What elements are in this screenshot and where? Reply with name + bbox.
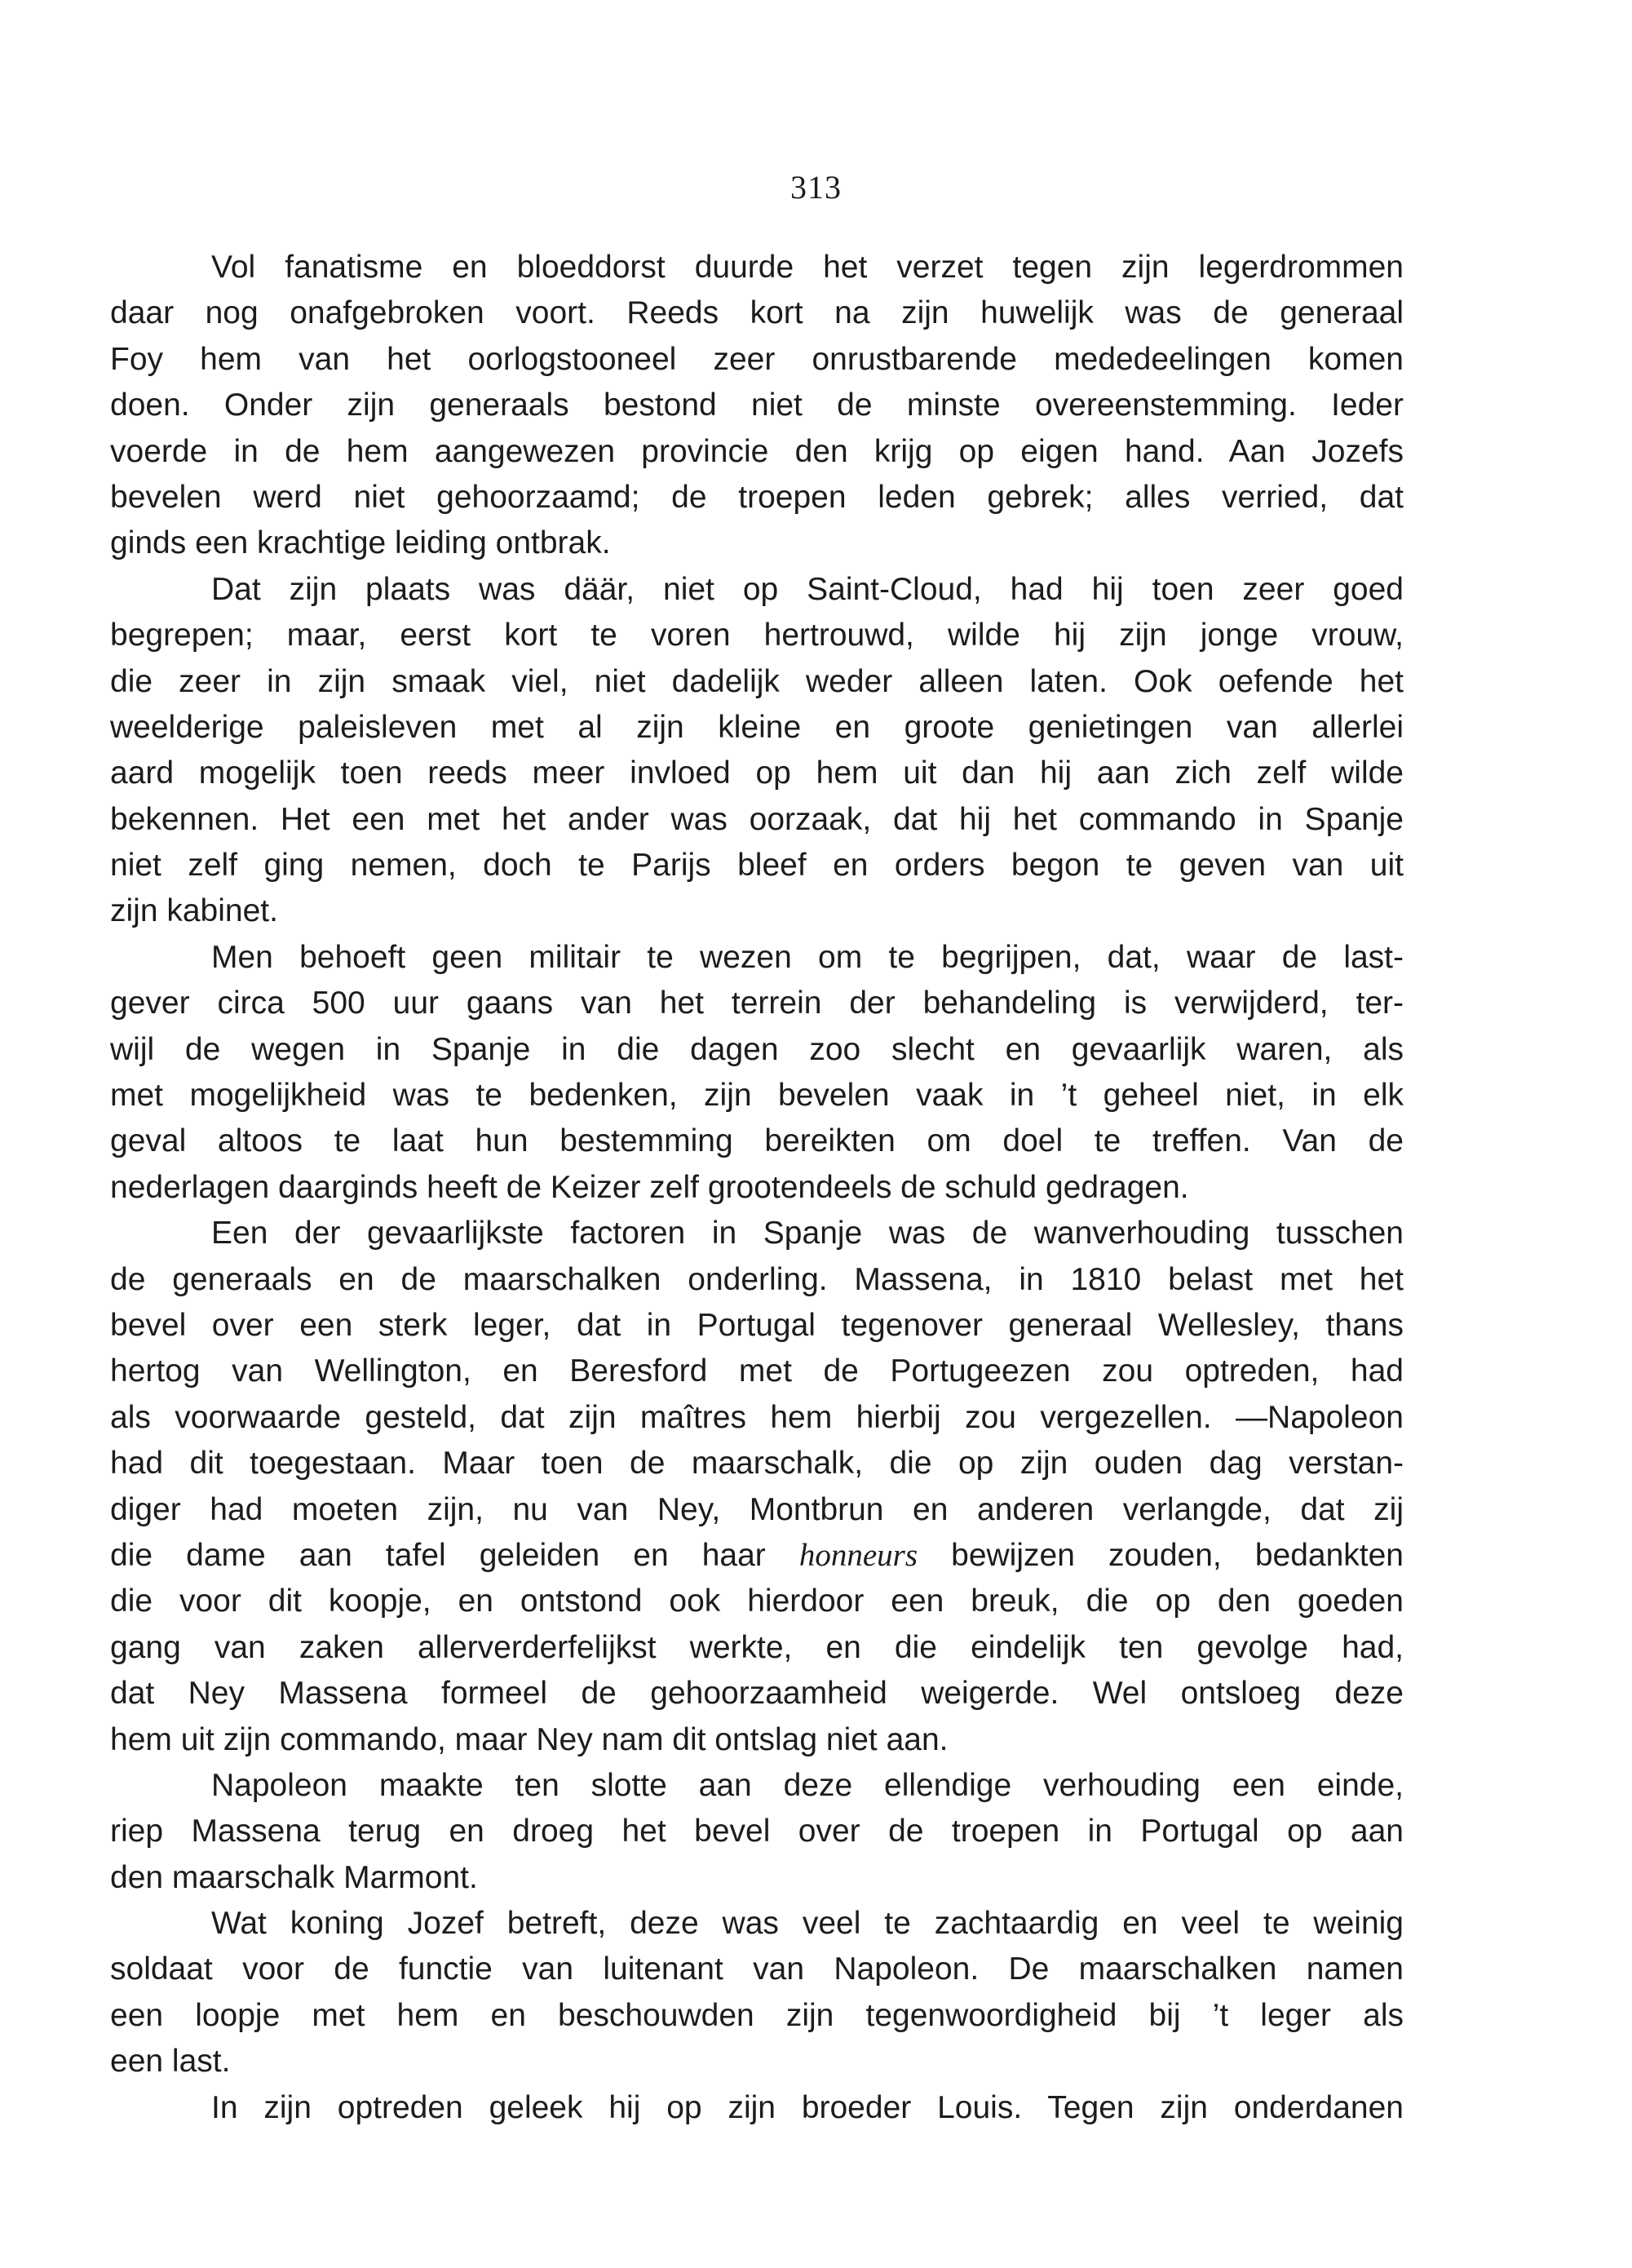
text-line: een loopje met hem en beschouwden zijn tegenwoordigheid bij ’t leger als: [110, 1997, 1404, 2033]
paragraph: [110, 245, 1404, 567]
text-line: met mogelijkheid was te bedenken, zijn bevelen vaak in ’t geheel niet, in elk: [110, 1078, 1404, 1114]
paragraph: [110, 1901, 1404, 2085]
text-line: voerde in de hem aangewezen provincie den krijg op eigen hand. Aan Jozefs: [110, 433, 1404, 469]
text-line: soldaat voor de functie van luitenant van Napoleon. De maarschalken namen: [110, 1951, 1404, 1987]
text-line: bevelen werd niet gehoorzaamd; de troepen leden gebrek; alles verried, dat: [110, 479, 1404, 515]
text-line: hertog van Wellington, en Beresford met de Portugeezen zou optreden, had: [110, 1353, 1404, 1389]
text-line: Men behoeft geen militair te wezen om te begrijpen, dat, waar de last-: [211, 939, 1404, 975]
text-line: dat Ney Massena formeel de gehoorzaamheid weigerde. Wel ontsloeg deze: [110, 1676, 1404, 1712]
text-line: als voorwaarde gesteld, dat zijn maîtres hem hierbij zou vergezellen. —Napoleon: [110, 1399, 1404, 1435]
text-line: wijl de wegen in Spanje in die dagen zoo slecht en gevaarlijk waren, als: [110, 1031, 1404, 1067]
text-line: bevel over een sterk leger, dat in Portugal tegenover generaal Wellesley, thans: [110, 1307, 1404, 1343]
text-line: diger had moeten zijn, nu van Ney, Montbrun en anderen verlangde, dat zij: [110, 1491, 1404, 1527]
text-line: Vol fanatisme en bloeddorst duurde het verzet tegen zijn legerdrommen: [211, 250, 1404, 285]
italic-word: honneurs: [798, 1537, 918, 1573]
text-line: begrepen; maar, eerst kort te voren hertrouwd, wilde hij zijn jonge vrouw,: [110, 618, 1404, 653]
text-line: geval altoos te laat hun bestemming bereikten om doel te treffen. Van de: [110, 1123, 1404, 1159]
text-line: Wat koning Jozef betreft, deze was veel te zachtaardig en veel te weinig: [211, 1906, 1404, 1942]
text-line: bekennen. Het een met het ander was oorzaak, dat hij het commando in Spanje: [110, 801, 1404, 837]
paragraph: [110, 2085, 1404, 2131]
text-line: aard mogelijk toen reeds meer invloed op hem uit dan hij aan zich zelf wilde: [110, 755, 1404, 791]
text-line: nederlagen daarginds heeft de Keizer zelf grootendeels de schuld gedragen.: [110, 1169, 1189, 1205]
text-line: riep Massena terug en droeg het bevel over de troepen in Portugal op aan: [110, 1814, 1404, 1849]
text-line: die zeer in zijn smaak viel, niet dadelijk weder alleen laten. Ook oefende het: [110, 663, 1404, 699]
text-line: die dame aan tafel geleiden en haar honneurs bewijzen zouden, bedankten: [110, 1537, 1404, 1573]
text-line: zijn kabinet.: [110, 893, 278, 929]
text-line: ginds een krachtige leiding ontbrak.: [110, 525, 611, 561]
paragraph: [110, 567, 1404, 935]
text-line: doen. Onder zijn generaals bestond niet de minste overeenstemming. Ieder: [110, 388, 1404, 423]
text-line: had dit toegestaan. Maar toen de maarschalk, die op zijn ouden dag verstan-: [110, 1446, 1404, 1482]
text-line: Foy hem van het oorlogstooneel zeer onrustbarende mededeelingen komen: [110, 341, 1404, 377]
text-line: een last.: [110, 2044, 231, 2080]
text-line: daar nog onafgebroken voort. Reeds kort na zijn huwelijk was de generaal: [110, 295, 1404, 331]
page-number: 313: [790, 169, 842, 206]
paragraph: [110, 935, 1404, 1211]
paragraph: [110, 1211, 1404, 1763]
text-line: weelderige paleisleven met al zijn kleine en groote genietingen van allerlei: [110, 709, 1404, 745]
text-line: gever circa 500 uur gaans van het terrein der behandeling is verwijderd, ter-: [110, 986, 1404, 1021]
text-line: Een der gevaarlijkste factoren in Spanje was de wanverhouding tusschen: [211, 1216, 1404, 1251]
text-line: In zijn optreden geleek hij op zijn broeder Louis. Tegen zijn onderdanen: [211, 2089, 1404, 2125]
text-line: hem uit zijn commando, maar Ney nam dit ontslag niet aan.: [110, 1721, 949, 1757]
body-text: [110, 245, 1404, 2131]
paragraph: [110, 1763, 1404, 1901]
text-line: Dat zijn plaats was däär, niet op Saint-Cloud, had hij toen zeer goed: [211, 571, 1404, 607]
text-line: de generaals en de maarschalken onderling. Massena, in 1810 belast met het: [110, 1261, 1404, 1297]
text-line: niet zelf ging nemen, doch te Parijs bleef en orders begon te geven van uit: [110, 848, 1404, 884]
text-line: Napoleon maakte ten slotte aan deze ellendige verhouding een einde,: [211, 1767, 1404, 1803]
text-line: den maarschalk Marmont.: [110, 1859, 478, 1895]
text-line: gang van zaken allerverderfelijkst werkte, en die eindelijk ten gevolge had,: [110, 1629, 1404, 1665]
text-line: die voor dit koopje, en ontstond ook hierdoor een breuk, die op den goeden: [110, 1584, 1404, 1619]
